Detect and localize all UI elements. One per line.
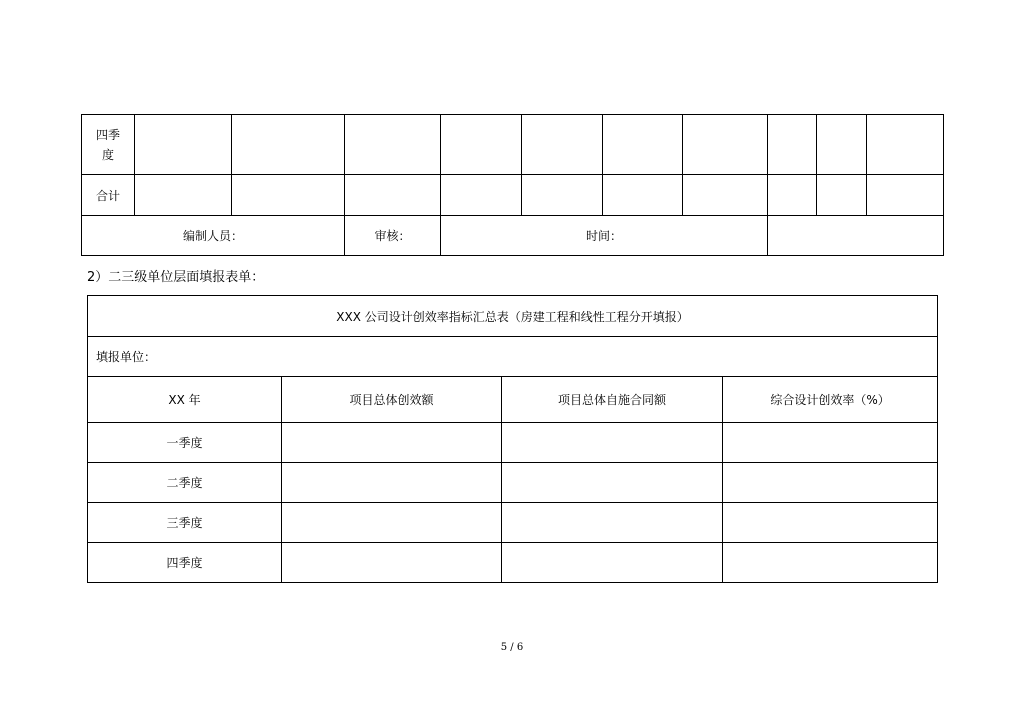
table-cell[interactable] <box>723 463 938 503</box>
header-year: XX 年 <box>88 377 282 423</box>
table-cell[interactable] <box>502 543 723 583</box>
table-cell[interactable] <box>135 175 232 216</box>
table-cell[interactable] <box>683 115 768 175</box>
reviewer-label: 审核： <box>345 216 441 256</box>
table-cell[interactable] <box>502 503 723 543</box>
table-cell[interactable] <box>723 423 938 463</box>
table-cell[interactable] <box>522 175 603 216</box>
table-cell[interactable] <box>282 463 502 503</box>
table-cell[interactable] <box>135 115 232 175</box>
table-cell[interactable] <box>282 423 502 463</box>
table-cell[interactable] <box>723 503 938 543</box>
table-upper <box>81 114 944 256</box>
table-row <box>88 503 938 543</box>
table-row-q4 <box>82 115 944 175</box>
header-contract: 项目总体自施合同额 <box>502 377 723 423</box>
table-cell[interactable] <box>723 543 938 583</box>
unit-label: 填报单位： <box>88 337 938 377</box>
row-label-q4: 四季 度 <box>82 115 135 175</box>
header-rate: 综合设计创效率（%） <box>723 377 938 423</box>
table-cell[interactable] <box>817 115 867 175</box>
row-label-q2: 二季度 <box>88 463 282 503</box>
table-cell[interactable] <box>867 175 944 216</box>
table-cell[interactable] <box>867 115 944 175</box>
table-cell[interactable] <box>768 115 817 175</box>
table-cell[interactable] <box>282 543 502 583</box>
table-cell[interactable] <box>768 175 817 216</box>
table-row <box>88 423 938 463</box>
table-cell[interactable] <box>441 115 522 175</box>
table-cell[interactable] <box>345 115 441 175</box>
table-cell[interactable] <box>502 423 723 463</box>
row-label-q4: 四季度 <box>88 543 282 583</box>
table-cell[interactable] <box>345 175 441 216</box>
table-title-row <box>88 296 938 337</box>
table-row-total <box>82 175 944 216</box>
table-summary <box>87 295 938 583</box>
table-cell[interactable] <box>502 463 723 503</box>
table-cell[interactable] <box>683 175 768 216</box>
table-cell[interactable] <box>232 115 345 175</box>
compiler-label: 编制人员： <box>82 216 345 256</box>
table-cell[interactable] <box>282 503 502 543</box>
table-cell[interactable] <box>603 115 683 175</box>
time-label: 时间： <box>441 216 768 256</box>
page-number: 5 / 6 <box>500 642 524 653</box>
table-cell[interactable] <box>522 115 603 175</box>
table-cell[interactable] <box>232 175 345 216</box>
table-cell[interactable] <box>603 175 683 216</box>
table-row <box>88 463 938 503</box>
row-label-total: 合计 <box>82 175 135 216</box>
table-title: XXX 公司设计创效率指标汇总表（房建工程和线性工程分开填报） <box>88 296 938 337</box>
table-row-footer <box>82 216 944 256</box>
header-row <box>88 377 938 423</box>
table-cell[interactable] <box>817 175 867 216</box>
section-heading: 2）二三级单位层面填报表单： <box>87 270 265 285</box>
row-label-q3: 三季度 <box>88 503 282 543</box>
row-label-q1: 一季度 <box>88 423 282 463</box>
unit-row <box>88 337 938 377</box>
header-benefit: 项目总体创效额 <box>282 377 502 423</box>
table-row <box>88 543 938 583</box>
time-value-cell[interactable] <box>768 216 944 256</box>
table-cell[interactable] <box>441 175 522 216</box>
